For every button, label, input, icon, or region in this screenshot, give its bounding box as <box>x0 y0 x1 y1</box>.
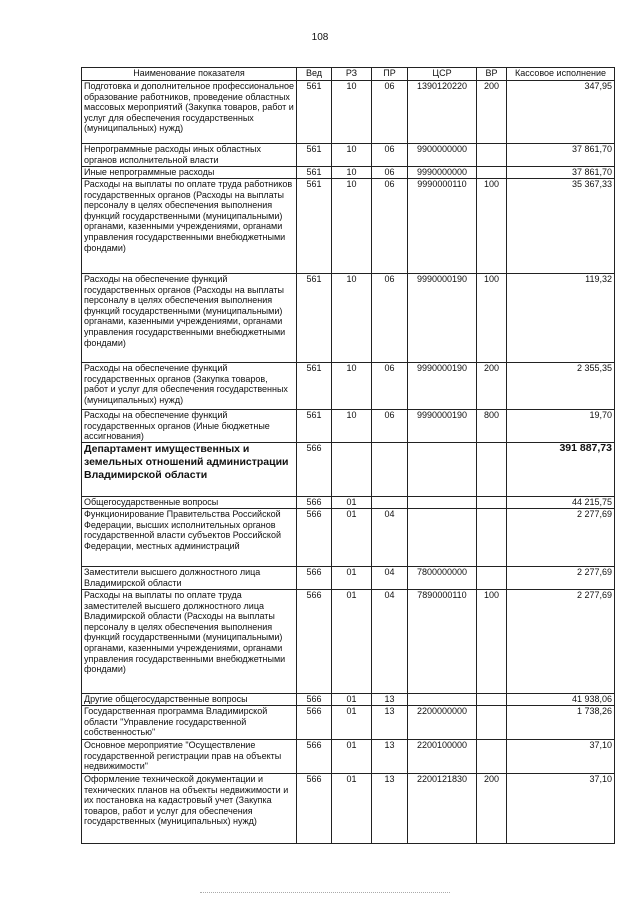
cell-rz: 01 <box>332 497 372 509</box>
cell-csr <box>408 694 477 706</box>
cell-amount: 391 887,73 <box>507 443 615 497</box>
cell-rz: 01 <box>332 740 372 774</box>
cell-name: Подготовка и дополнительное профессиональное образование работников, проведение областных массовых мероприятий (Закупка товаров, работ и услуг для обеспечения государственных (муниципальных) нужд) <box>82 81 297 144</box>
cell-pr: 06 <box>372 144 408 167</box>
cell-pr: 04 <box>372 509 408 567</box>
cell-rz: 10 <box>332 144 372 167</box>
cell-pr: 06 <box>372 81 408 144</box>
cell-csr: 7800000000 <box>408 567 477 590</box>
cell-vr <box>477 694 507 706</box>
table-row <box>82 774 615 844</box>
table-row <box>82 509 615 567</box>
cell-rz: 10 <box>332 410 372 443</box>
header-name: Наименование показателя <box>82 68 297 81</box>
cell-vr <box>477 740 507 774</box>
cell-ved: 561 <box>297 167 332 179</box>
table-row <box>82 274 615 363</box>
cell-rz: 10 <box>332 167 372 179</box>
header-rz: РЗ <box>332 68 372 81</box>
cell-name: Государственная программа Владимирской области "Управление государственной собственностью" <box>82 706 297 740</box>
cell-rz: 10 <box>332 81 372 144</box>
cell-name: Общегосударственные вопросы <box>82 497 297 509</box>
table-row <box>82 410 615 443</box>
table-row <box>82 179 615 274</box>
cell-amount: 119,32 <box>507 274 615 363</box>
table-row <box>82 167 615 179</box>
cell-vr: 100 <box>477 274 507 363</box>
cell-rz: 10 <box>332 274 372 363</box>
table-row <box>82 706 615 740</box>
cell-ved: 566 <box>297 497 332 509</box>
cell-vr <box>477 706 507 740</box>
scan-smudge <box>200 892 450 894</box>
cell-name: Расходы на обеспечение функций государственных органов (Закупка товаров, работ и услуг для обеспечения государственных (муниципальных) нужд) <box>82 363 297 410</box>
cell-rz: 10 <box>332 363 372 410</box>
header-vr: ВР <box>477 68 507 81</box>
cell-vr: 200 <box>477 774 507 844</box>
cell-pr: 06 <box>372 274 408 363</box>
cell-csr <box>408 497 477 509</box>
cell-amount: 19,70 <box>507 410 615 443</box>
cell-pr: 04 <box>372 590 408 694</box>
table-row <box>82 567 615 590</box>
cell-amount: 44 215,75 <box>507 497 615 509</box>
cell-amount: 2 277,69 <box>507 590 615 694</box>
cell-ved: 566 <box>297 740 332 774</box>
header-amount: Кассовое исполнение <box>507 68 615 81</box>
cell-vr <box>477 144 507 167</box>
cell-vr: 800 <box>477 410 507 443</box>
cell-ved: 566 <box>297 694 332 706</box>
cell-rz: 01 <box>332 694 372 706</box>
budget-execution-table <box>81 67 615 844</box>
cell-amount: 2 355,35 <box>507 363 615 410</box>
cell-vr <box>477 509 507 567</box>
cell-name: Расходы на обеспечение функций государственных органов (Расходы на выплаты персоналу в целях обеспечения выполнения функций государственными (муниципальными) органами, казенными учреждениями, органами управления государственными внебюджетными фондами) <box>82 274 297 363</box>
cell-pr <box>372 443 408 497</box>
cell-ved: 566 <box>297 706 332 740</box>
cell-ved: 566 <box>297 443 332 497</box>
cell-csr: 9900000000 <box>408 144 477 167</box>
cell-csr: 9990000000 <box>408 167 477 179</box>
cell-pr: 13 <box>372 774 408 844</box>
cell-vr <box>477 497 507 509</box>
cell-ved: 566 <box>297 774 332 844</box>
cell-amount: 41 938,06 <box>507 694 615 706</box>
cell-pr: 06 <box>372 363 408 410</box>
cell-name: Оформление технической документации и технических планов на объекты недвижимости и их постановка на кадастровый учет (Закупка товаров, работ и услуг для обеспечения государственных (муниципальных) нужд) <box>82 774 297 844</box>
cell-rz: 01 <box>332 567 372 590</box>
cell-rz: 01 <box>332 706 372 740</box>
header-pr: ПР <box>372 68 408 81</box>
cell-vr: 200 <box>477 363 507 410</box>
cell-amount: 2 277,69 <box>507 509 615 567</box>
table-row <box>82 497 615 509</box>
cell-pr: 13 <box>372 694 408 706</box>
cell-csr: 2200100000 <box>408 740 477 774</box>
cell-ved: 561 <box>297 363 332 410</box>
cell-csr: 9990000190 <box>408 363 477 410</box>
cell-amount: 2 277,69 <box>507 567 615 590</box>
cell-csr: 7890000110 <box>408 590 477 694</box>
table-row <box>82 144 615 167</box>
table-row <box>82 363 615 410</box>
cell-name: Заместители высшего должностного лица Владимирской области <box>82 567 297 590</box>
cell-amount: 37,10 <box>507 740 615 774</box>
cell-rz: 01 <box>332 590 372 694</box>
cell-pr <box>372 497 408 509</box>
cell-name: Расходы на выплаты по оплате труда работников государственных органов (Расходы на выплаты персоналу в целях обеспечения выполнения функций государственными (муниципальными) органами, казенными учреждениями, органами управления государственными внебюджетными фондами) <box>82 179 297 274</box>
cell-name: Расходы на выплаты по оплате труда заместителей высшего должностного лица Владимирской области (Расходы на выплаты персоналу в целях обеспечения выполнения функций государственными (муниципальными) органами, казенными учреждениями, органами управления государственными внебюджетными фондами) <box>82 590 297 694</box>
cell-ved: 566 <box>297 567 332 590</box>
cell-amount: 347,95 <box>507 81 615 144</box>
cell-name: Непрограммные расходы иных областных органов исполнительной власти <box>82 144 297 167</box>
cell-rz <box>332 443 372 497</box>
cell-csr: 2200121830 <box>408 774 477 844</box>
cell-name: Расходы на обеспечение функций государственных органов (Иные бюджетные ассигнования) <box>82 410 297 443</box>
cell-csr: 9990000190 <box>408 410 477 443</box>
cell-csr: 9990000110 <box>408 179 477 274</box>
cell-rz: 01 <box>332 774 372 844</box>
cell-csr <box>408 509 477 567</box>
cell-pr: 06 <box>372 179 408 274</box>
table-row <box>82 590 615 694</box>
cell-vr <box>477 167 507 179</box>
cell-amount: 1 738,26 <box>507 706 615 740</box>
table-row <box>82 694 615 706</box>
cell-ved: 561 <box>297 81 332 144</box>
cell-name: Иные непрограммные расходы <box>82 167 297 179</box>
cell-pr: 06 <box>372 167 408 179</box>
cell-csr: 2200000000 <box>408 706 477 740</box>
cell-ved: 561 <box>297 179 332 274</box>
cell-rz: 10 <box>332 179 372 274</box>
cell-csr: 9990000190 <box>408 274 477 363</box>
table-row-department <box>82 443 615 497</box>
cell-pr: 06 <box>372 410 408 443</box>
cell-ved: 561 <box>297 144 332 167</box>
cell-ved: 566 <box>297 509 332 567</box>
cell-pr: 13 <box>372 740 408 774</box>
table-row <box>82 740 615 774</box>
cell-vr: 100 <box>477 590 507 694</box>
cell-ved: 561 <box>297 410 332 443</box>
cell-name: Основное мероприятие "Осуществление государственной регистрации прав на объекты недвижимости" <box>82 740 297 774</box>
cell-csr: 1390120220 <box>408 81 477 144</box>
cell-name: Департамент имущественных и земельных отношений администрации Владимирской области <box>82 443 297 497</box>
header-ved: Вед <box>297 68 332 81</box>
cell-name: Функционирование Правительства Российской Федерации, высших исполнительных органов государственной власти субъектов Российской Федерации, местных администраций <box>82 509 297 567</box>
cell-vr <box>477 567 507 590</box>
cell-pr: 04 <box>372 567 408 590</box>
cell-vr: 100 <box>477 179 507 274</box>
header-csr: ЦСР <box>408 68 477 81</box>
cell-csr <box>408 443 477 497</box>
cell-name: Другие общегосударственные вопросы <box>82 694 297 706</box>
cell-pr: 13 <box>372 706 408 740</box>
cell-rz: 01 <box>332 509 372 567</box>
cell-ved: 566 <box>297 590 332 694</box>
cell-amount: 37 861,70 <box>507 144 615 167</box>
table-row <box>82 81 615 144</box>
cell-ved: 561 <box>297 274 332 363</box>
cell-amount: 37,10 <box>507 774 615 844</box>
cell-vr <box>477 443 507 497</box>
cell-amount: 37 861,70 <box>507 167 615 179</box>
cell-amount: 35 367,33 <box>507 179 615 274</box>
page-number: 108 <box>311 32 329 43</box>
cell-vr: 200 <box>477 81 507 144</box>
table-header-row <box>82 68 615 81</box>
